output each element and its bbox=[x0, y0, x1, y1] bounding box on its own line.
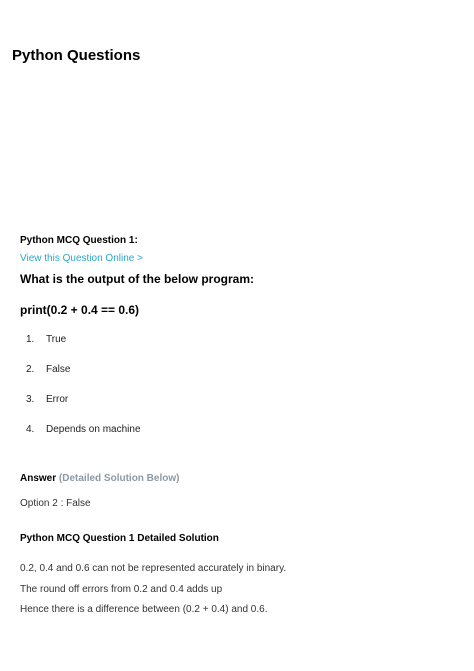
option-item-3[interactable] bbox=[20, 394, 141, 424]
option-label: True bbox=[46, 334, 67, 345]
option-number: 4. bbox=[26, 424, 35, 435]
option-label: Depends on machine bbox=[46, 424, 141, 435]
option-label: False bbox=[46, 364, 71, 375]
answer-label: Answer bbox=[20, 473, 57, 484]
page-title: Python Questions bbox=[12, 47, 141, 64]
code-snippet: print(0.2 + 0.4 == 0.6) bbox=[20, 303, 140, 317]
answer-value: Option 2 : False bbox=[20, 498, 91, 509]
option-number: 3. bbox=[26, 394, 35, 405]
option-number: 1. bbox=[26, 334, 35, 345]
option-item-1[interactable] bbox=[20, 334, 141, 364]
view-question-online-link[interactable]: View this Question Online > bbox=[20, 253, 143, 264]
question-text: What is the output of the below program: bbox=[20, 272, 254, 286]
option-number: 2. bbox=[26, 364, 35, 375]
options-list bbox=[20, 334, 141, 454]
answer-heading bbox=[20, 473, 179, 484]
solution-line-2: The round off errors from 0.2 and 0.4 adds up bbox=[20, 584, 223, 595]
solution-line-1: 0.2, 0.4 and 0.6 can not be represented accurately in binary. bbox=[20, 563, 287, 574]
solution-heading: Python MCQ Question 1 Detailed Solution bbox=[20, 533, 219, 544]
option-item-2[interactable] bbox=[20, 364, 141, 394]
answer-detail-note: (Detailed Solution Below) bbox=[58, 473, 180, 484]
question-heading: Python MCQ Question 1: bbox=[20, 235, 138, 246]
option-label: Error bbox=[46, 394, 69, 405]
option-item-4[interactable] bbox=[20, 424, 141, 454]
solution-line-3: Hence there is a difference between (0.2 + 0.4) and 0.6. bbox=[20, 604, 268, 615]
